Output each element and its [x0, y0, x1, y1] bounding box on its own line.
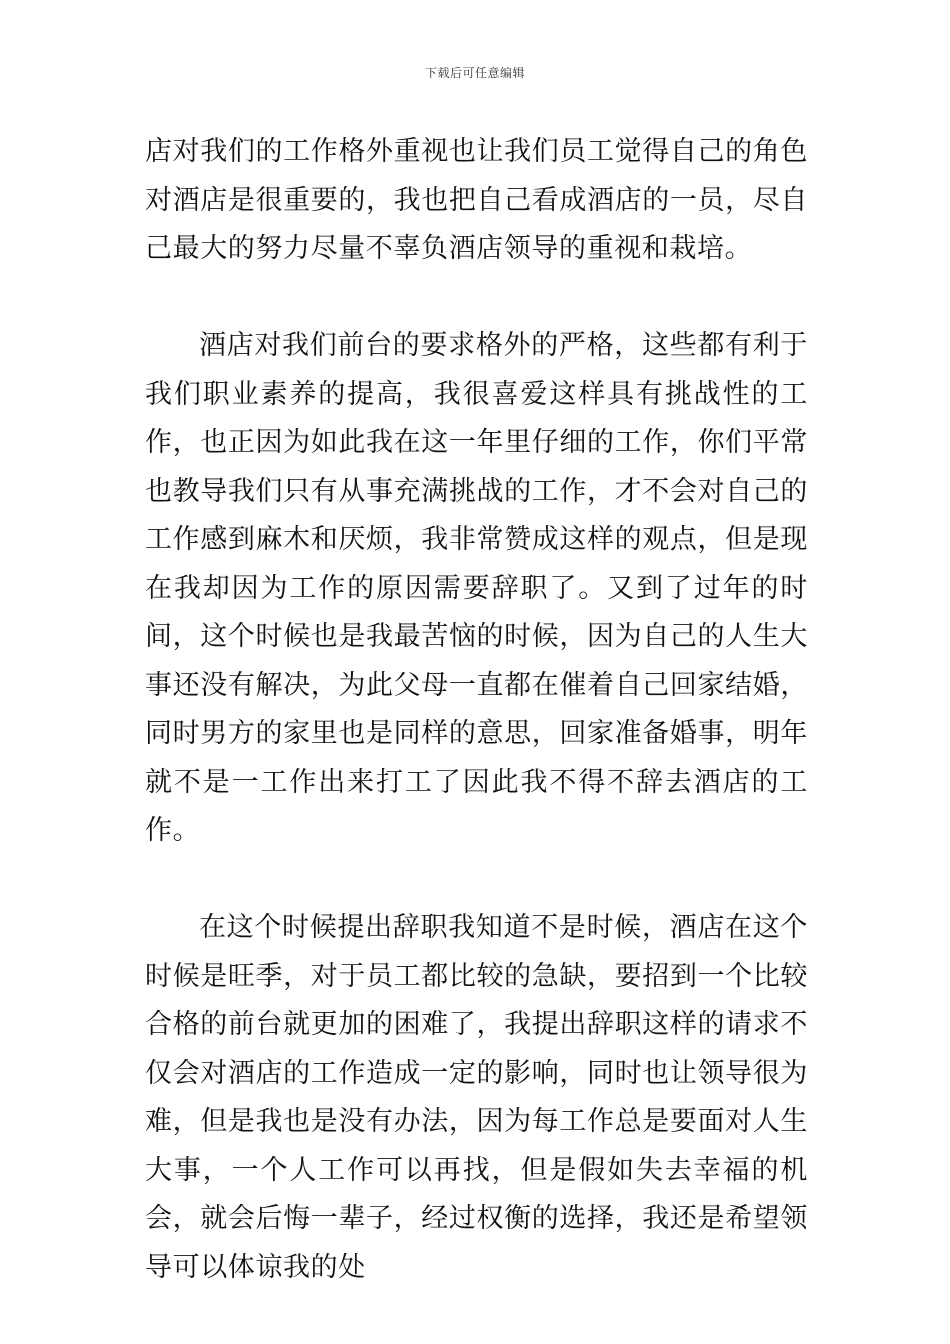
paragraph-resignation-timing: 在这个时候提出辞职我知道不是时候，酒店在这个时候是旺季，对于员工都比较的急缺，要招到一个比较合格的前台就更加的困难了，我提出辞职这样的请求不仅会对酒店的工作造成一定的影响，同时也让领导很为难，但是我也是没有办法，因为每工作总是要面对人生大事，一个人工作可以再找，但是假如失去幸福的机会，就会后悔一辈子，经过权衡的选择，我还是希望领导可以体谅我的处 [145, 912, 808, 1283]
page-header: 下载后可任意编辑 [424, 66, 525, 80]
paragraph-continued: 店对我们的工作格外重视也让我们员工觉得自己的角色对酒店是很重要的，我也把自己看成酒店的一员，尽自己最大的努力尽量不辜负酒店领导的重视和栽培。 [145, 136, 808, 264]
document-body [145, 128, 808, 1292]
paragraph-front-desk: 酒店对我们前台的要求格外的严格，这些都有利于我们职业素养的提高，我很喜爱这样具有挑战性的工作，也正因为如此我在这一年里仔细的工作，你们平常也教导我们只有从事充满挑战的工作，才不会对自己的工作感到麻木和厌烦，我非常赞成这样的观点，但是现在我却因为工作的原因需要辞职了。又到了过年的时间，这个时候也是我最苦恼的时候，因为自己的人生大事还没有解决，为此父母一直都在催着自己回家结婚，同时男方的家里也是同样的意思，回家准备婚事，明年就不是一工作出来打工了因此我不得不辞去酒店的工作。 [145, 330, 808, 846]
